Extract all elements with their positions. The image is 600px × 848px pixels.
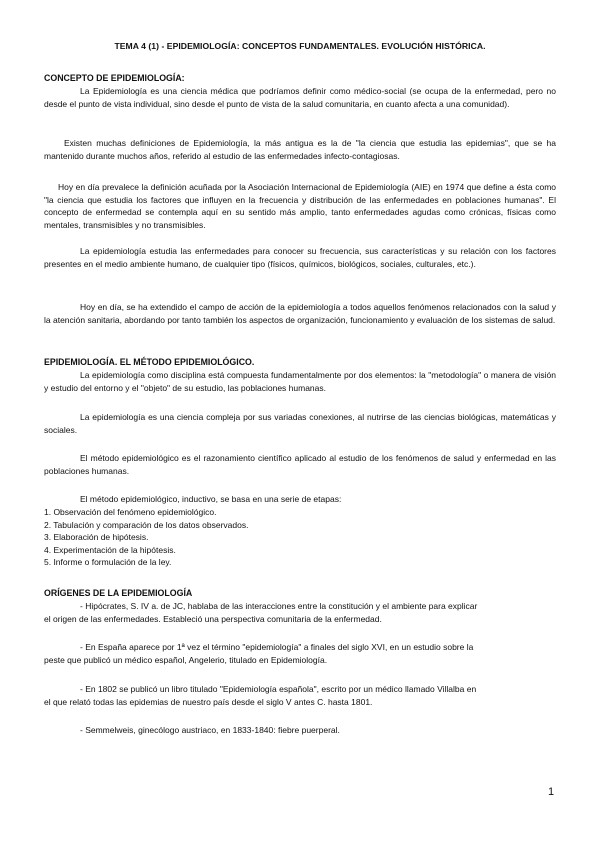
text-line: - En 1802 se publicó un libro titulado "Epidemiología española", escrito por un médico llamado Villalba en bbox=[80, 684, 477, 694]
paragraph-concepto-2: Existen muchas definiciones de Epidemiología, la más antigua es la de "la ciencia que estudia las epidemias", que se ha mantenido durante muchos años, referido al estudio de las enfermedades infecto-contagiosas. bbox=[44, 138, 556, 161]
paragraph-concepto-3: Hoy en día prevalece la definición acuñada por la Asociación Internacional de Epidemiología (AIE) en 1974 que define a ésta como "la ciencia que estudia los factores que influyen en la frecuencia y distribución de las enfermedades en poblaciones humanas". El concepto de enfermedad se contempla aquí en su sentido más amplio, tanto enfermedades agudas como crónicas, físicas como mentales, transmisibles y no transmisibles. bbox=[44, 182, 556, 230]
list-item: 4. Experimentación de la hipótesis. bbox=[44, 544, 176, 555]
paragraph-metodo-1: La epidemiología como disciplina está compuesta fundamentalmente por dos elementos: la "metodología" o manera de visión y estudio del entorno y el "objeto" de su estudio, las poblaciones humanas. bbox=[44, 370, 556, 393]
list-item: 5. Informe o formulación de la ley. bbox=[44, 557, 172, 568]
text-line: el que relató todas las epidemias de nuestro país desde el siglo V antes C. hasta 1801. bbox=[44, 696, 373, 707]
document-title: TEMA 4 (1) - EPIDEMIOLOGÍA: CONCEPTOS FUNDAMENTALES. EVOLUCIÓN HISTÓRICA. bbox=[114, 41, 486, 51]
heading-origenes: ORÍGENES DE LA EPIDEMIOLOGÍA bbox=[44, 588, 193, 598]
steps-list bbox=[44, 506, 248, 569]
text-line: el origen de las enfermedades. Estableció una perspectiva comunitaria de la enfermedad. bbox=[44, 613, 382, 624]
text-line: peste que publicó un médico español, Angelerio, titulado en Epidemiología. bbox=[44, 654, 328, 665]
paragraph-concepto-4: La epidemiología estudia las enfermedades para conocer su frecuencia, sus características y su relación con los factores presentes en el medio ambiente humano, de cualquier tipo (físicos, químicos, biológicos, sociales, culturales, etc.). bbox=[44, 246, 556, 269]
text-line: - Semmelweis, ginecólogo austriaco, en 1833-1840: fiebre puerperal. bbox=[80, 725, 340, 735]
paragraph-metodo-3: El método epidemiológico es el razonamiento científico aplicado al estudio de los fenómenos de salud y enfermedad en las poblaciones humanas. bbox=[44, 453, 556, 476]
page-number: 1 bbox=[548, 786, 555, 798]
text-line: - Hipócrates, S. IV a. de JC, hablaba de las interacciones entre la constitución y el ambiente para explicar bbox=[80, 601, 478, 611]
paragraph-origenes-3 bbox=[44, 683, 556, 708]
list-item: 3. Elaboración de hipótesis. bbox=[44, 532, 149, 543]
paragraph-concepto-5: Hoy en día, se ha extendido el campo de acción de la epidemiología a todos aquellos fenómenos relacionados con la salud y la atención sanitaria, abordando por tanto también los aspectos de organización, funcionamiento y evaluación de los sistemas de salud. bbox=[44, 302, 556, 325]
list-item: 1. Observación del fenómeno epidemiológico. bbox=[44, 507, 217, 517]
list-item: 2. Tabulación y comparación de los datos observados. bbox=[44, 519, 249, 530]
heading-metodo: EPIDEMIOLOGÍA. EL MÉTODO EPIDEMIOLÓGICO. bbox=[44, 357, 255, 367]
paragraph-concepto-1: La Epidemiología es una ciencia médica que podríamos definir como médico-social (se ocupa de la enfermedad, pero no desde el punto de vista individual, sino desde el punto de vista de la salud comunitaria, en cuanto afecta a una comunidad). bbox=[44, 86, 556, 109]
paragraph-origenes-1 bbox=[44, 600, 556, 625]
paragraph-origenes-4 bbox=[44, 724, 556, 737]
paragraph-metodo-2: La epidemiología es una ciencia compleja por sus variadas conexiones, al nutrirse de las ciencias biológicas, matemáticas y sociales. bbox=[44, 412, 556, 435]
paragraph-origenes-2 bbox=[44, 641, 556, 666]
paragraph-metodo-4: El método epidemiológico, inductivo, se basa en una serie de etapas: bbox=[80, 494, 342, 504]
text-line: - En España aparece por 1ª vez el término "epidemiología" a finales del siglo XVI, en un estudio sobre la bbox=[80, 642, 474, 652]
heading-concepto: CONCEPTO DE EPIDEMIOLOGÍA: bbox=[44, 73, 185, 83]
